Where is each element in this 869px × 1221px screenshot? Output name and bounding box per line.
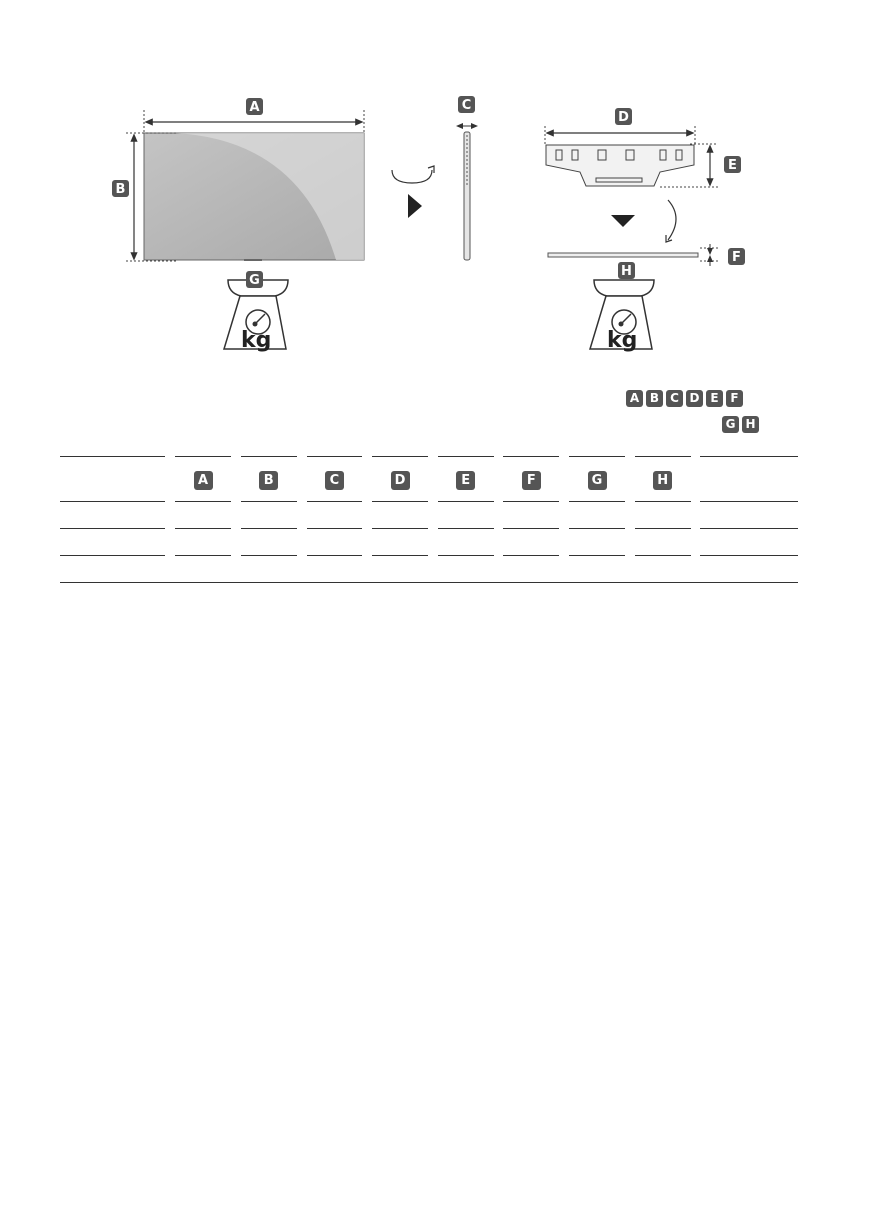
header-model: [60, 457, 165, 502]
tv-side: [459, 126, 475, 260]
header-g: G: [569, 457, 625, 502]
legend-badge: D: [686, 390, 703, 407]
header-f: F: [503, 457, 559, 502]
svg-text:E: E: [728, 158, 737, 173]
table-row: [60, 502, 798, 529]
svg-text:C: C: [461, 98, 472, 113]
badge-b: [112, 180, 129, 197]
legend-badge: A: [626, 390, 643, 407]
legend-badge: G: [722, 416, 739, 433]
rotate-down-icon: [666, 200, 676, 242]
legend-badge: F: [726, 390, 743, 407]
scale-g-icon: [224, 280, 288, 353]
svg-text:B: B: [115, 182, 126, 197]
header-h: H: [635, 457, 691, 502]
spec-table: [60, 456, 798, 583]
kg-label-h: kg: [607, 328, 638, 353]
legend-badge: B: [646, 390, 663, 407]
badge-g: [246, 271, 263, 288]
legend-badge: C: [666, 390, 683, 407]
legend-badge: H: [742, 416, 759, 433]
badge-e: [724, 156, 741, 173]
header-d: D: [372, 457, 428, 502]
badge-f: [728, 248, 745, 265]
scale-h-icon: [590, 280, 654, 353]
badge-d: [615, 108, 632, 125]
badge-a: [246, 98, 263, 115]
legend-weights: [722, 416, 759, 433]
svg-text:F: F: [732, 250, 741, 265]
rotate-arrow-icon: [392, 166, 434, 183]
dimension-diagram: [0, 0, 869, 380]
table-row: [60, 556, 798, 583]
header-a: A: [175, 457, 231, 502]
svg-text:G: G: [249, 273, 260, 288]
svg-text:D: D: [618, 110, 629, 125]
wall-bracket: [545, 126, 718, 187]
svg-text:H: H: [621, 264, 632, 279]
tv-front: [126, 110, 364, 261]
legend-dimensions: [626, 390, 743, 407]
table-row: [60, 529, 798, 556]
header-b: B: [241, 457, 297, 502]
table-header: [60, 457, 798, 502]
header-c: C: [307, 457, 363, 502]
badge-h: [618, 262, 635, 279]
header-e: E: [438, 457, 494, 502]
legend-badge: E: [706, 390, 723, 407]
header-extra: [700, 457, 798, 502]
kg-label-g: kg: [241, 328, 272, 353]
badge-c: [458, 96, 475, 113]
down-arrow-icon: [611, 215, 635, 227]
svg-text:A: A: [249, 100, 260, 115]
play-arrow-icon: [408, 194, 422, 218]
